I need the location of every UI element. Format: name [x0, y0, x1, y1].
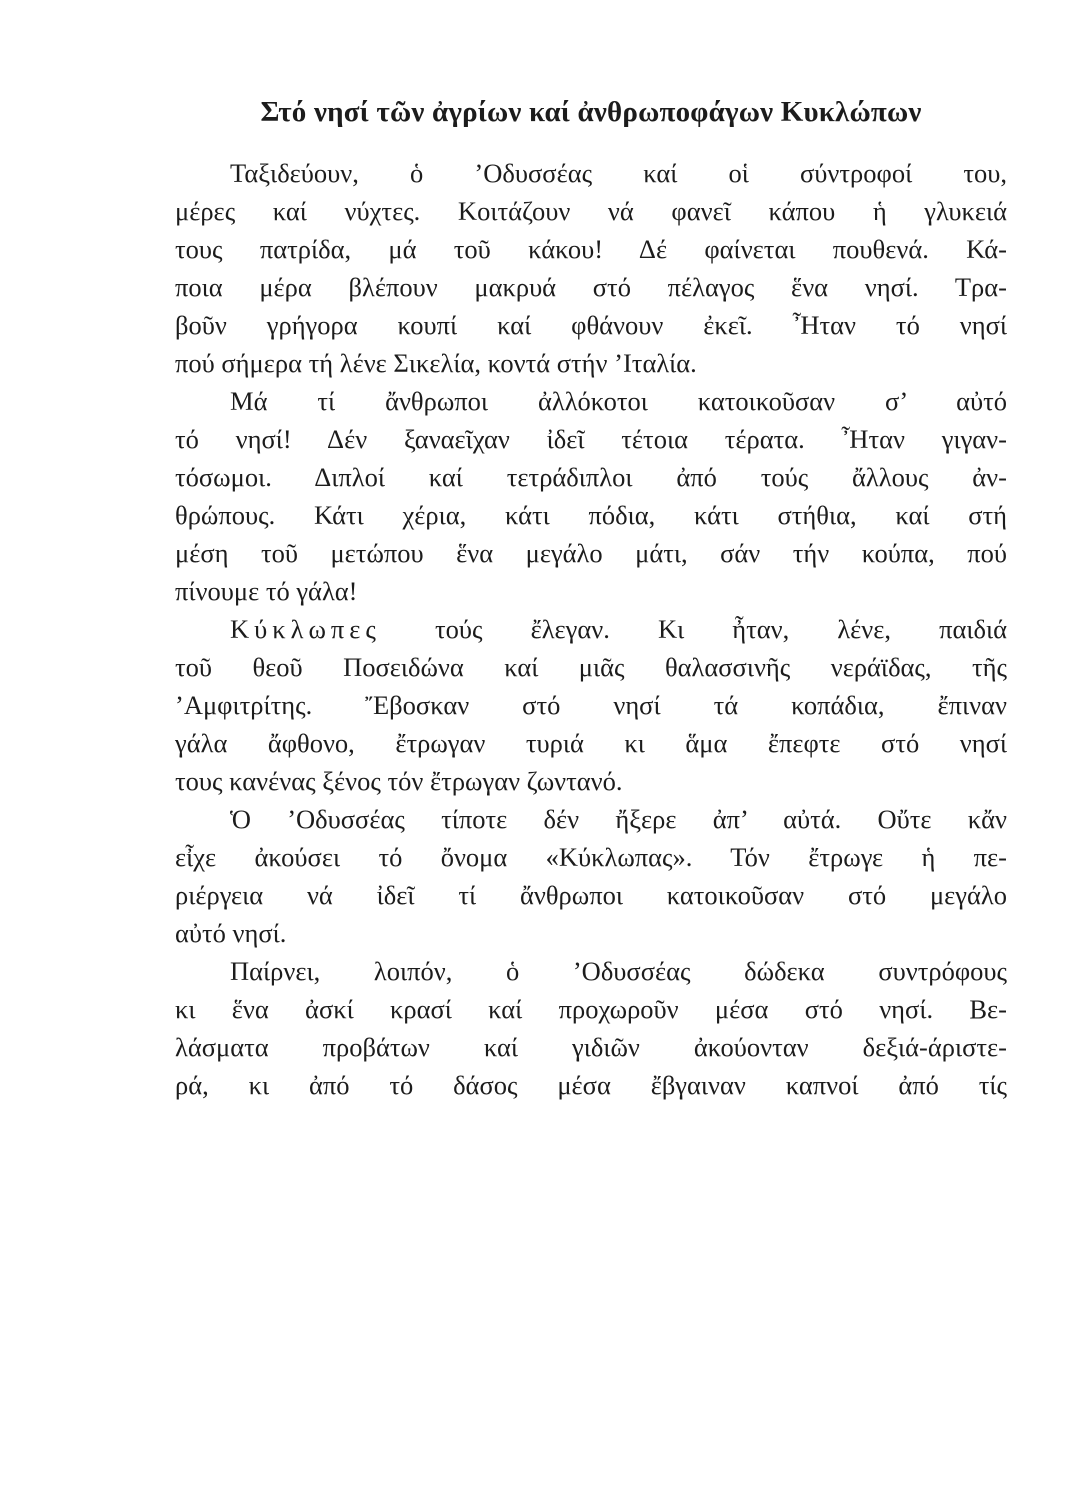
text-line: τόσωμοι. Διπλοί καί τετράδιπλοι ἀπό τούς ἄλλους ἀν-: [175, 462, 1007, 492]
text-line: τοῦ θεοῦ Ποσειδώνα καί μιᾶς θαλασσινῆς νεράϊδας, τῆς: [175, 652, 1007, 682]
text-line: βοῦν γρήγορα κουπί καί φθάνουν ἐκεῖ. Ἦταν τό νησί: [175, 310, 1007, 340]
text-line: πίνουμε τό γάλα!: [175, 576, 358, 606]
book-page: [175, 0, 1007, 1500]
text-line: ’Αμφιτρίτης. Ἔβοσκαν στό νησί τά κοπάδια, ἔπιναν: [175, 690, 1007, 720]
text-line: αὐτό νησί.: [175, 918, 287, 948]
text-line: ριέργεια νά ἰδεῖ τί ἄνθρωποι κατοικοῦσαν στό μεγάλο: [175, 880, 1007, 910]
text-line: θρώπους. Κάτι χέρια, κάτι πόδια, κάτι στήθια, καί στή: [175, 500, 1007, 530]
text-line: Μά τί ἄνθρωποι ἀλλόκοτοι κατοικοῦσαν σ’ αὐτό: [230, 386, 1007, 416]
text-line: ποια μέρα βλέπουν μακρυά στό πέλαγος ἕνα νησί. Τρα-: [175, 272, 1007, 302]
text-line: Ταξιδεύουν, ὁ ’Οδυσσέας καί οἱ σύντροφοί του,: [230, 158, 1007, 188]
text-line: μέρες καί νύχτες. Κοιτάζουν νά φανεῖ κάπου ἡ γλυκειά: [175, 196, 1007, 226]
text-line: μέση τοῦ μετώπου ἕνα μεγάλο μάτι, σάν τήν κούπα, πού: [175, 538, 1007, 568]
text-line: ρά, κι ἀπό τό δάσος μέσα ἔβγαιναν καπνοί ἀπό τίς: [175, 1070, 1007, 1100]
chapter-heading: Στό νησί τῶν ἀγρίων καί ἀνθρωποφάγων Κυκλώπων: [260, 96, 922, 128]
text-line: πού σήμερα τή λένε Σικελία, κοντά στήν ’Ιταλία.: [175, 348, 697, 378]
text-line: γάλα ἄφθονο, ἔτρωγαν τυριά κι ἅμα ἔπεφτε στό νησί: [175, 728, 1007, 758]
text-line: εἶχε ἀκούσει τό ὄνομα «Κύκλωπας». Τόν ἔτρωγε ἡ πε-: [175, 842, 1007, 872]
text-line: κι ἕνα ἀσκί κρασί καί προχωροῦν μέσα στό νησί. Βε-: [175, 994, 1007, 1024]
text-line: Ὁ ’Οδυσσέας τίποτε δέν ἤξερε ἀπ’ αὐτά. Οὔτε κἄν: [230, 804, 1007, 834]
text-line: τό νησί! Δέν ξαναεῖχαν ἰδεῖ τέτοια τέρατα. Ἦταν γιγαν-: [175, 424, 1007, 454]
text-line: τούς ἔλεγαν. Κι ἦταν, λένε, παιδιά: [435, 614, 1007, 644]
text-line: Παίρνει, λοιπόν, ὁ ’Οδυσσέας δώδεκα συντρόφους: [230, 956, 1007, 986]
emphasized-word: Κύκλωπες: [230, 614, 381, 644]
text-line: τους κανένας ξένος τόν ἔτρωγαν ζωντανό.: [175, 766, 623, 796]
text-line: λάσματα προβάτων καί γιδιῶν ἀκούονταν δεξιά-άριστε-: [175, 1032, 1007, 1062]
text-line: τους πατρίδα, μά τοῦ κάκου! Δέ φαίνεται πουθενά. Κά-: [175, 234, 1007, 264]
